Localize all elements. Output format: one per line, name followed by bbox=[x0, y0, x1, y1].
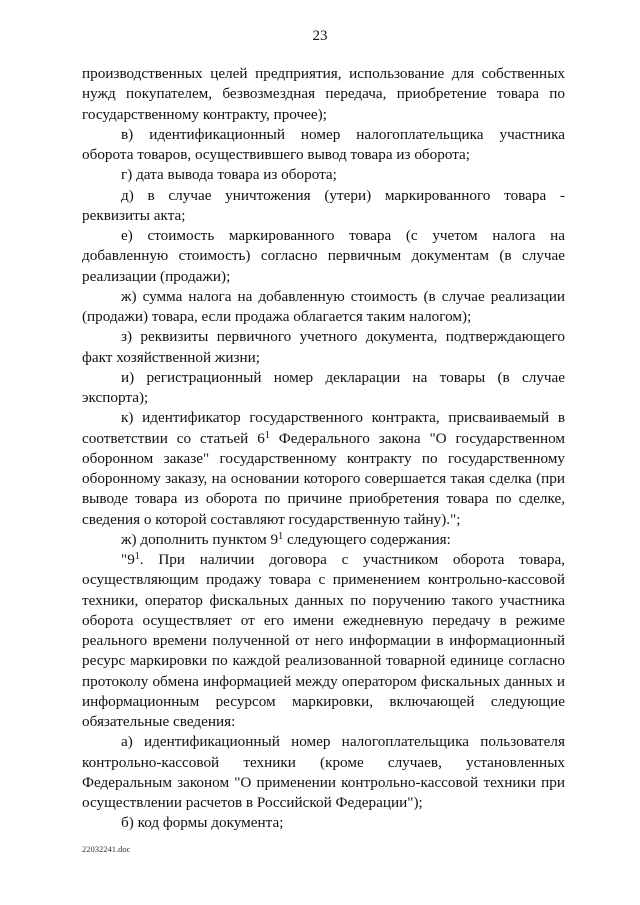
paragraph-clause-9-1 bbox=[82, 550, 565, 732]
paragraph-amendment-start: ж) дополнить пунктом 9 bbox=[121, 530, 279, 548]
paragraph-sub-a: а) идентификационный номер налогоплательщика пользователя контрольно-кассовой техники (кроме случаев, установленных Федеральным законом "О применении контрольно-кассовой техники при осуществлении расчетов в Российской Федерации"); bbox=[82, 733, 565, 811]
paragraph-amendment-end: следующего содержания: bbox=[283, 530, 451, 548]
paragraph-item-g: г) дата вывода товара из оборота; bbox=[121, 166, 337, 184]
paragraph-item-k-start: к) идентификатор государственного контракта, присваиваемый в соответствии со статьей 6 bbox=[82, 409, 565, 447]
paragraph-item-z: з) реквизиты первичного учетного документа, подтверждающего факт хозяйственной жизни; bbox=[82, 328, 565, 366]
page-number: 23 bbox=[312, 28, 328, 44]
paragraph-item-k bbox=[82, 408, 565, 530]
paragraph-item-zh: ж) сумма налога на добавленную стоимость (в случае реализации (продажи) товара, если продажа облагается таким налогом); bbox=[82, 287, 565, 325]
paragraph-clause-end: . При наличии договора с участником оборота товара, осуществляющим продажу товара с применением контрольно-кассовой техники, оператор фискальных данных по поручению такого участника оборота осуществляет от его имени ежедневную передачу в режиме реального времени полученной от него информации в информационный ресурс маркировки по каждой реализованной товарной единице согласно протоколу обмена информацией между оператором фискальных данных и информационным ресурсом маркировки, включающей следующие обязательные сведения: bbox=[82, 551, 565, 730]
footer-filename: 22032241.doc bbox=[82, 844, 131, 854]
superscript: 1 bbox=[134, 551, 140, 562]
paragraph-item-v: в) идентификационный номер налогоплательщика участника оборота товаров, осуществившего вывод товара из оборота; bbox=[82, 125, 565, 163]
paragraph-clause-start: "9 bbox=[121, 551, 135, 568]
paragraph-sub-b: б) код формы документа; bbox=[121, 814, 284, 832]
paragraph-amendment bbox=[82, 530, 565, 550]
document-body bbox=[82, 64, 565, 834]
paragraph-item-i: и) регистрационный номер декларации на товары (в случае экспорта); bbox=[82, 368, 565, 406]
paragraph-item-d: д) в случае уничтожения (утери) маркированного товара - реквизиты акта; bbox=[82, 186, 565, 224]
paragraph-continuation: производственных целей предприятия, использование для собственных нужд покупателем, безвозмездная передача, приобретение товара по государственному контракту, прочее); bbox=[82, 65, 565, 123]
superscript: 1 bbox=[264, 429, 270, 441]
paragraph-item-k-end: Федерального закона "О государственном оборонном заказе" государственному контракту по государственному оборонному заказу, на основании которого совершается такая сделка (при выводе товара из оборота по причине приобретения товара по сделке, сведения о которой составляют государственную тайну)."; bbox=[82, 429, 565, 528]
superscript: 1 bbox=[278, 530, 284, 542]
paragraph-item-e: е) стоимость маркированного товара (с учетом налога на добавленную стоимость) согласно первичным документам (в случае реализации (продажи); bbox=[82, 227, 565, 285]
